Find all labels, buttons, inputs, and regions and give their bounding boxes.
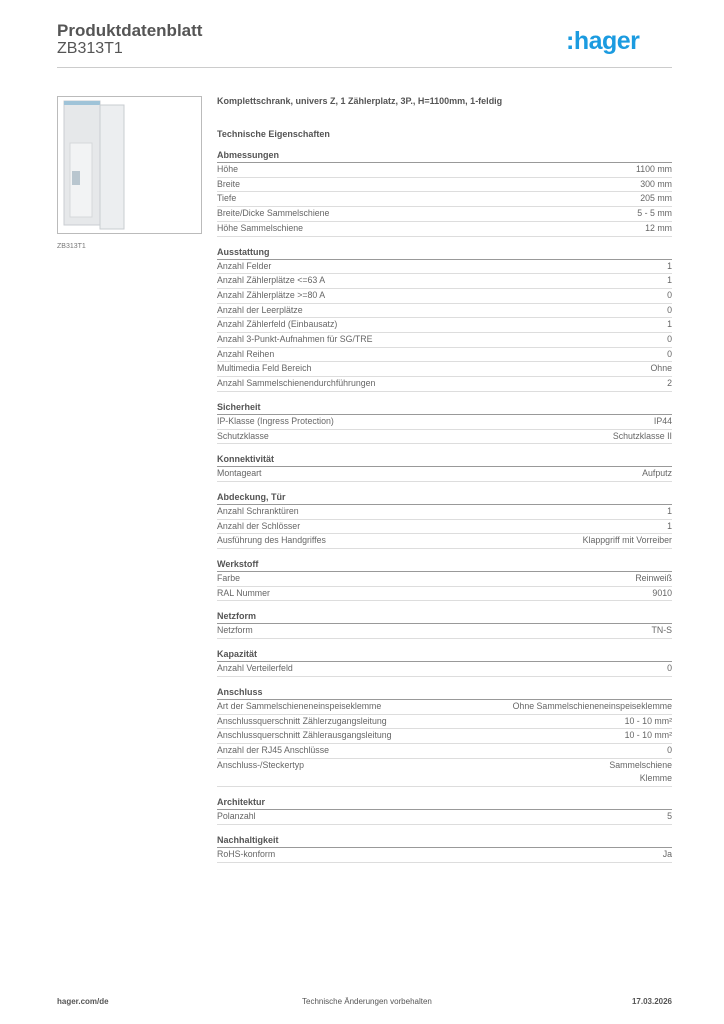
spec-value: Reinweiß — [635, 573, 672, 584]
spec-value: 5 — [667, 811, 672, 822]
spec-value: 5 - 5 mm — [637, 208, 672, 219]
spec-section — [217, 610, 672, 639]
spec-label: Anzahl Verteilerfeld — [217, 663, 293, 674]
spec-row — [217, 274, 672, 289]
spec-value: 1 — [667, 260, 672, 271]
spec-label: Höhe Sammelschiene — [217, 222, 304, 233]
spec-value: Schutzklasse II — [612, 430, 672, 441]
spec-label: Multimedia Feld Bereich — [217, 363, 312, 374]
spec-label: Anzahl Zählerplätze <=63 A — [217, 275, 326, 286]
footer-date: 17.03.2026 — [631, 997, 672, 1006]
spec-value: Ohne Sammelschieneneinspeiseklemme — [512, 700, 672, 711]
spec-value: 0 — [667, 334, 672, 345]
spec-value: 1100 mm — [635, 164, 672, 174]
section-title: Werkstoff — [217, 558, 672, 572]
section-title: Sicherheit — [217, 401, 672, 415]
section-title: Abdeckung, Tür — [217, 491, 672, 505]
spec-label: Anzahl Felder — [217, 260, 272, 271]
spec-value: 300 mm — [640, 178, 672, 189]
spec-value: Ohne — [650, 363, 672, 374]
spec-label: Polanzahl — [217, 811, 256, 822]
spec-label: Art der Sammelschieneneinspeiseklemme — [217, 700, 382, 711]
spec-value: 0 — [667, 744, 672, 755]
spec-label: Anzahl Zählerfeld (Einbausatz) — [217, 319, 338, 330]
spec-row — [217, 289, 672, 304]
product-code: ZB313T1 — [57, 40, 123, 57]
spec-label: Ausführung des Handgriffes — [217, 535, 326, 546]
spec-value: 0 — [667, 289, 672, 300]
spec-label: Anzahl der Schlösser — [217, 520, 301, 531]
section-title: Ausstattung — [217, 246, 672, 260]
spec-label: Anzahl Zählerplätze >=80 A — [217, 289, 326, 300]
hager-logo: :hager — [566, 27, 640, 55]
spec-label: RoHS-konform — [217, 848, 276, 859]
spec-label: Schutzklasse — [217, 430, 269, 441]
spec-row — [217, 430, 672, 445]
spec-section — [217, 558, 672, 601]
spec-row — [217, 222, 672, 237]
spec-row — [217, 318, 672, 333]
spec-row — [217, 207, 672, 222]
spec-value: 1 — [667, 275, 672, 286]
tech-heading: Technische Eigenschaften — [217, 129, 330, 139]
spec-section — [217, 246, 672, 392]
spec-value: 9010 — [652, 587, 672, 598]
spec-row — [217, 377, 672, 392]
spec-section — [217, 491, 672, 549]
spec-sections — [217, 149, 672, 863]
spec-row — [217, 810, 672, 825]
spec-value: 1 — [667, 319, 672, 330]
section-title: Abmessungen — [217, 149, 672, 163]
spec-label: Breite — [217, 178, 240, 189]
spec-section — [217, 834, 672, 863]
spec-value: 0 — [667, 304, 672, 315]
spec-value: Klappgriff mit Vorreiber — [582, 535, 672, 546]
spec-row — [217, 163, 672, 178]
spec-value: TN-S — [651, 625, 672, 636]
spec-row — [217, 715, 672, 730]
spec-section — [217, 401, 672, 444]
spec-value: 0 — [667, 663, 672, 674]
spec-label: Anzahl Reihen — [217, 348, 275, 359]
product-name: Komplettschrank, univers Z, 1 Zählerplatz, 3P., H=1100mm, 1-feldig — [217, 96, 503, 106]
spec-label: RAL Nummer — [217, 587, 270, 598]
spec-value: 2 — [667, 378, 672, 389]
spec-label: Anzahl Sammelschienendurchführungen — [217, 378, 376, 389]
page-title: Produktdatenblatt — [57, 21, 203, 40]
spec-label: Anschluss-/Steckertyp — [217, 759, 305, 770]
spec-content — [217, 96, 672, 863]
spec-row — [217, 467, 672, 482]
spec-label: IP-Klasse (Ingress Protection) — [217, 415, 334, 426]
spec-value: Ja — [662, 848, 672, 859]
section-title: Architektur — [217, 796, 672, 810]
spec-value: Sammelschiene Klemme — [609, 759, 672, 784]
spec-row — [217, 362, 672, 377]
spec-row — [217, 848, 672, 863]
footer-disclaimer: Technische Änderungen vorbehalten — [302, 997, 432, 1006]
spec-row — [217, 505, 672, 520]
section-title: Konnektivität — [217, 453, 672, 467]
spec-section — [217, 453, 672, 482]
product-image — [57, 96, 202, 234]
spec-label: Anzahl der RJ45 Anschlüsse — [217, 744, 329, 755]
spec-label: Höhe — [217, 164, 239, 174]
spec-row — [217, 624, 672, 639]
spec-row — [217, 333, 672, 348]
spec-row — [217, 178, 672, 193]
spec-label: Farbe — [217, 573, 240, 584]
spec-value: 10 - 10 mm² — [624, 730, 672, 741]
spec-section — [217, 648, 672, 677]
spec-row — [217, 534, 672, 549]
spec-section — [217, 686, 672, 787]
spec-row — [217, 260, 672, 275]
spec-label: Breite/Dicke Sammelschiene — [217, 208, 330, 219]
section-title: Nachhaltigkeit — [217, 834, 672, 848]
spec-row — [217, 192, 672, 207]
spec-value: 10 - 10 mm² — [624, 715, 672, 726]
spec-row — [217, 700, 672, 715]
spec-value: 12 mm — [645, 222, 672, 233]
spec-label: Anschlussquerschnitt Zählerausgangsleitung — [217, 730, 392, 741]
section-title: Netzform — [217, 610, 672, 624]
spec-section — [217, 149, 672, 237]
spec-value: IP44 — [653, 415, 672, 426]
spec-row — [217, 348, 672, 363]
cabinet-illustration — [58, 97, 201, 233]
spec-row — [217, 304, 672, 319]
spec-label: Montageart — [217, 468, 262, 479]
spec-section — [217, 796, 672, 825]
spec-row — [217, 572, 672, 587]
spec-row — [217, 587, 672, 602]
section-title: Anschluss — [217, 686, 672, 700]
spec-row — [217, 759, 672, 787]
spec-row — [217, 415, 672, 430]
footer-website[interactable]: hager.com/de — [57, 997, 109, 1006]
header-divider — [57, 67, 672, 68]
spec-row — [217, 744, 672, 759]
spec-value: Aufputz — [642, 468, 672, 479]
spec-label: Anzahl der Leerplätze — [217, 304, 303, 315]
spec-value: 1 — [667, 520, 672, 531]
spec-label: Netzform — [217, 625, 253, 636]
image-caption: ZB313T1 — [57, 243, 86, 250]
spec-row — [217, 729, 672, 744]
spec-label: Anzahl 3-Punkt-Aufnahmen für SG/TRE — [217, 334, 373, 345]
spec-value: 1 — [667, 505, 672, 516]
spec-label: Anschlussquerschnitt Zählerzugangsleitung — [217, 715, 387, 726]
spec-row — [217, 520, 672, 535]
spec-value: 205 mm — [640, 193, 672, 204]
spec-label: Anzahl Schranktüren — [217, 505, 299, 516]
spec-row — [217, 662, 672, 677]
spec-label: Tiefe — [217, 193, 237, 204]
spec-value: 0 — [667, 348, 672, 359]
section-title: Kapazität — [217, 648, 672, 662]
